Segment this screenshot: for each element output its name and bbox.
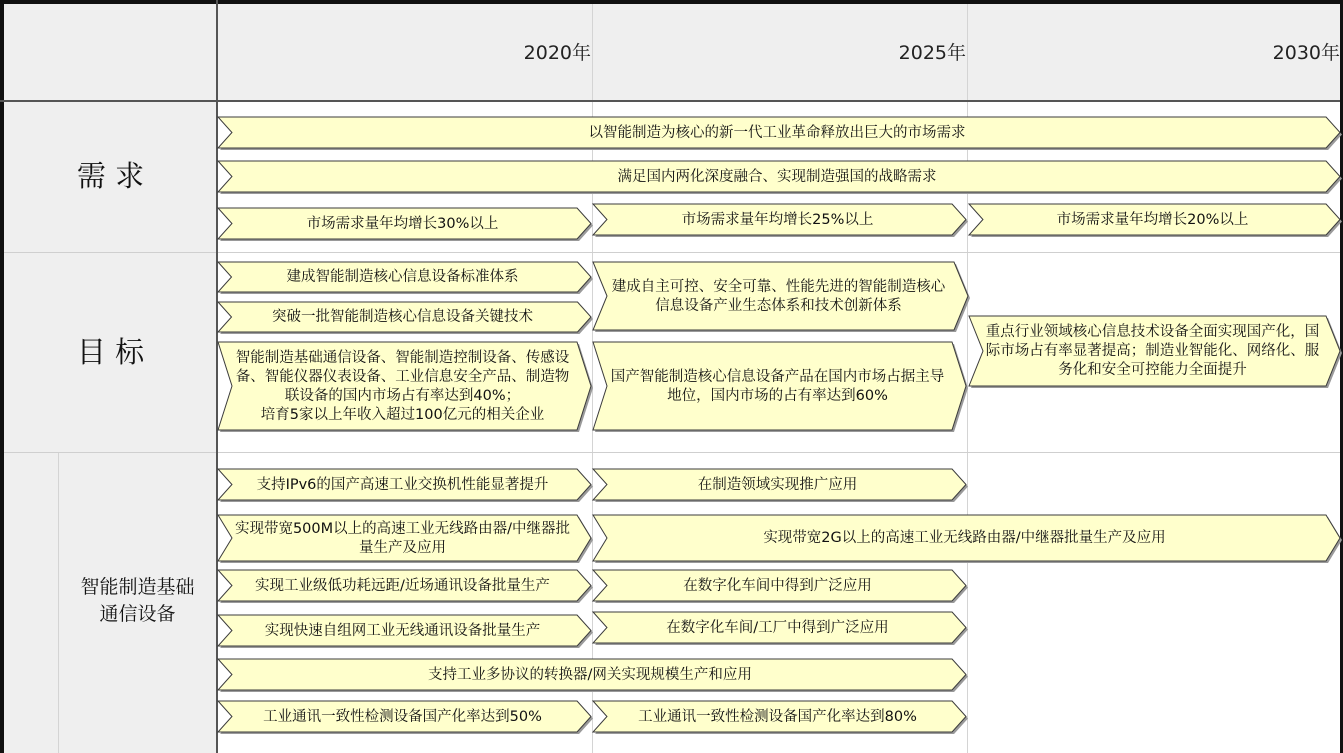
arrow-text: 市场需求量年均增长20%以上 [1056, 211, 1249, 228]
roadmap-arrow-c7 [218, 615, 591, 646]
arrow-text: 国产智能制造核心信息设备产品在国内市场占据主导地位，国内市场的占有率达到60% [610, 368, 945, 404]
arrow-text: 在数字化车间中得到广泛应用 [683, 577, 872, 594]
arrow-text: 智能制造基础通信设备、智能制造控制设备、传感设备、智能仪器仪表设备、工业信息安全产品、制造物联设备的国内市场占有率达到40%； 培育5家以上年收入超过100亿元的相关企业 [235, 349, 570, 423]
roadmap-arrow-c10 [218, 701, 591, 732]
arrow-text: 以智能制造为核心的新一代工业革命释放出巨大的市场需求 [588, 124, 966, 141]
roadmap-arrow-d5 [969, 204, 1340, 235]
roadmap-arrow-d3 [218, 208, 591, 239]
roadmap-arrow-d2 [218, 161, 1340, 192]
year-2020: 2020年 [523, 42, 591, 64]
arrow-text: 实现带宽500M以上的高速工业无线路由器/中继器批量生产及应用 [234, 520, 571, 556]
row-label-goal: 目 标 [76, 335, 145, 369]
grid-line-comm-top [0, 452, 1343, 453]
roadmap-arrow-g2 [218, 302, 591, 332]
arrow-text: 支持IPv6的国产高速工业交换机性能显著提升 [256, 476, 549, 493]
roadmap-arrow-g5 [593, 342, 966, 430]
arrow-text: 满足国内两化深度融合、实现制造强国的战略需求 [617, 168, 937, 185]
roadmap-arrow-g6 [969, 316, 1340, 386]
roadmap-arrow-c3 [218, 515, 591, 561]
arrow-text: 市场需求量年均增长25%以上 [681, 211, 874, 228]
roadmap-arrow-g1 [218, 262, 591, 292]
roadmap-arrow-c6 [593, 570, 966, 601]
grid-line-goal-top [0, 252, 1343, 253]
row-label-demand: 需 求 [76, 159, 145, 193]
arrow-text: 建成智能制造核心信息设备标准体系 [286, 269, 519, 285]
year-2025: 2025年 [898, 42, 966, 64]
arrow-text: 实现工业级低功耗远距/近场通讯设备批量生产 [255, 577, 550, 594]
roadmap-arrow-c4 [593, 515, 1340, 561]
header-band [4, 4, 1343, 101]
arrow-text: 重点行业领域核心信息技术设备全面实现国产化，国际市场占有率显著提高；制造业智能化、网络化、服务化和安全可控能力全面提升 [985, 324, 1320, 378]
roadmap-arrow-c9 [218, 659, 966, 690]
arrow-text: 工业通讯一致性检测设备国产化率达到80% [638, 708, 917, 725]
arrow-text: 支持工业多协议的转换器/网关实现规模生产和应用 [428, 666, 752, 683]
roadmap-arrow-g4 [593, 262, 968, 330]
roadmap-arrow-c2 [593, 469, 966, 500]
roadmap-arrow-d4 [593, 204, 966, 235]
roadmap-arrow-g3 [218, 342, 591, 430]
arrow-text: 工业通讯一致性检测设备国产化率达到50% [263, 708, 542, 725]
arrow-text: 市场需求量年均增长30%以上 [306, 215, 499, 232]
roadmap-arrow-d1 [218, 117, 1340, 148]
arrow-text: 突破一批智能制造核心信息设备关键技术 [272, 309, 533, 325]
arrow-text: 在制造领域实现推广应用 [697, 476, 858, 493]
year-2030: 2030年 [1272, 42, 1340, 64]
roadmap-arrow-c5 [218, 570, 591, 601]
arrow-text: 实现快速自组网工业无线通讯设备批量生产 [264, 622, 541, 639]
header-bottom-border [0, 100, 1343, 102]
row-label-comm-device: 智能制造基础 通信设备 [80, 576, 195, 625]
outer-left-border [0, 0, 4, 753]
roadmap-arrow-c1 [218, 469, 591, 500]
arrow-text: 实现带宽2G以上的高速工业无线路由器/中继器批量生产及应用 [763, 530, 1166, 546]
arrow-text: 建成自主可控、安全可靠、性能先进的智能制造核心信息设备产业生态体系和技术创新体系 [611, 278, 946, 314]
roadmap-arrow-c8 [593, 612, 966, 643]
arrow-text: 在数字化车间/工厂中得到广泛应用 [666, 619, 889, 636]
roadmap-arrow-c11 [593, 701, 966, 732]
outer-top-border [0, 0, 1343, 4]
